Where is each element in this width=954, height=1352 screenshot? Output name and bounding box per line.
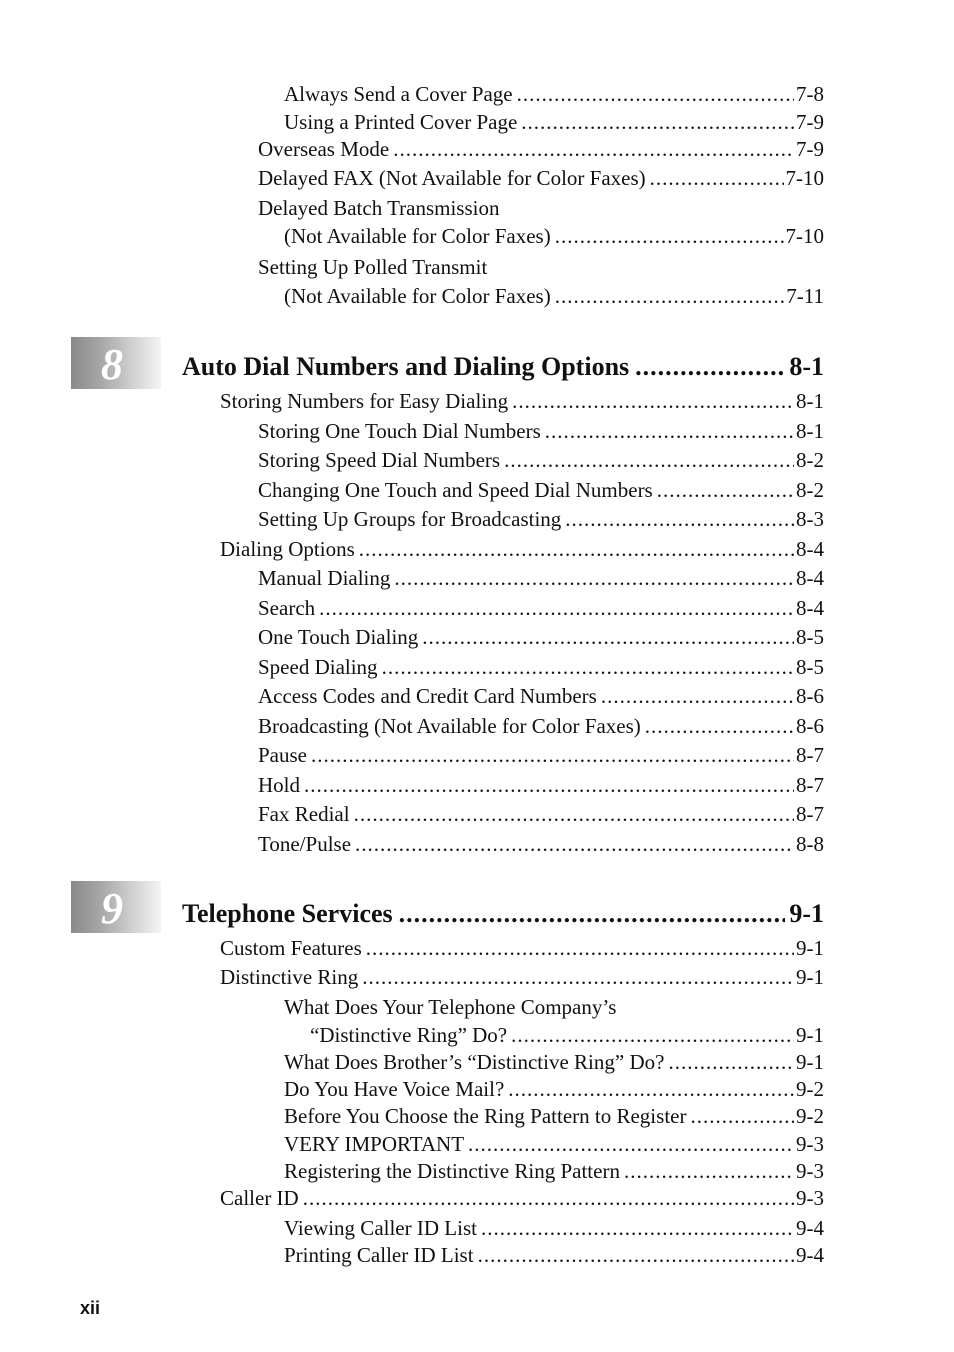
toc-entry [284,1077,824,1102]
toc-entry-title: Pause [258,743,307,767]
toc-entry [284,1216,824,1241]
leader-dots [690,1104,794,1129]
toc-entry-page: 8-5 [796,625,824,649]
toc-entry-title: What Does Your Telephone Company’s [284,995,617,1019]
toc-entry-page: 8-7 [796,802,824,826]
toc-entry [284,82,824,107]
toc-entry-title: (Not Available for Color Faxes) [284,284,551,308]
leader-dots [362,965,794,990]
toc-entry [220,1186,824,1211]
toc-entry-title: Always Send a Cover Page [284,82,513,106]
leader-dots [521,110,794,135]
toc-entry-page: 9-1 [796,1023,824,1047]
toc-entry-title: Search [258,596,316,620]
leader-dots [511,1023,794,1048]
leader-dots [624,1159,794,1184]
leader-dots [303,1186,794,1211]
toc-entry-title: Using a Printed Cover Page [284,110,518,134]
toc-entry [284,1159,824,1184]
toc-entry-page: 8-3 [796,507,824,531]
toc-entry [258,625,824,650]
toc-entry [284,284,824,309]
toc-entry-page: 9-3 [796,1159,824,1183]
toc-entry [258,137,824,162]
toc-entry-page: 9-1 [796,1050,824,1074]
toc-entry-title: Storing Speed Dial Numbers [258,448,501,472]
toc-entry [258,832,824,857]
chapter-number: 9 [101,884,123,933]
toc-entry-title: Hold [258,773,300,797]
toc-entry-title: Overseas Mode [258,137,390,161]
leader-dots [481,1216,794,1241]
toc-entry-page: 7-8 [796,82,824,106]
leader-dots [668,1050,794,1075]
toc-entry-title: Caller ID [220,1186,299,1210]
toc-entry [258,448,824,473]
leader-dots [355,832,794,857]
toc-entry-page: 7-11 [786,284,824,308]
toc-entry-page: 8-6 [796,684,824,708]
leader-dots [422,625,794,650]
toc-entry-title: Registering the Distinctive Ring Pattern [284,1159,620,1183]
toc-entry [258,773,824,798]
toc-entry [258,478,824,503]
toc-entry-title: Distinctive Ring [220,965,359,989]
toc-entry-page: 7-9 [796,137,824,161]
leader-dots [393,137,794,162]
toc-entry-page: 9-3 [796,1132,824,1156]
toc-entry-page: 8-2 [796,478,824,502]
toc-entry-page: 9-4 [796,1216,824,1240]
toc-entry-page: 9-1 [796,936,824,960]
leader-dots [504,448,794,473]
leader-dots [650,166,784,191]
toc-entry-title: Delayed FAX (Not Available for Color Faxes) [258,166,646,190]
leader-dots [382,655,794,680]
toc-entry [220,537,824,562]
toc-entry-page: 8-7 [796,773,824,797]
toc-entry-page: 7-10 [785,166,824,190]
toc-entry-title: Speed Dialing [258,655,378,679]
chapter-heading [182,899,824,929]
toc-entry-page: 8-4 [796,566,824,590]
toc-entry-page: 8-2 [796,448,824,472]
chapter-title: Auto Dial Numbers and Dialing Options [182,352,630,381]
toc-entry [284,995,824,1020]
toc-entry [310,1023,824,1048]
toc-entry [284,1132,824,1157]
leader-dots [359,537,794,562]
toc-entry [258,743,824,768]
toc-entry [258,684,824,709]
toc-entry [284,110,824,135]
toc-entry-title: Access Codes and Credit Card Numbers [258,684,597,708]
leader-dots [319,596,794,621]
toc-entry-title: Dialing Options [220,537,355,561]
chapter-tab [71,337,161,389]
toc-entry-title: What Does Brother’s “Distinctive Ring” Do? [284,1050,665,1074]
toc-entry [258,596,824,621]
chapter-page: 9-1 [789,899,824,928]
leader-dots [311,743,794,768]
toc-entry [284,1104,824,1129]
page-number: xii [80,1298,101,1318]
leader-dots [399,899,786,929]
toc-entry [258,196,824,221]
toc-entry-title: VERY IMPORTANT [284,1132,465,1156]
leader-dots [512,389,794,414]
toc-entry-page: 8-1 [796,419,824,443]
toc-entry [220,936,824,961]
toc-entry-page: 8-4 [796,596,824,620]
toc-entry-title: Do You Have Voice Mail? [284,1077,505,1101]
toc-entry-title: Fax Redial [258,802,350,826]
leader-dots [545,419,794,444]
leader-dots [366,936,794,961]
toc-entry-page: 9-1 [796,965,824,989]
toc-entry-title: Viewing Caller ID List [284,1216,477,1240]
toc-entry-page: 8-7 [796,743,824,767]
leader-dots [468,1132,794,1157]
leader-dots [508,1077,794,1102]
toc-entry [220,965,824,990]
toc-entry-page: 8-8 [796,832,824,856]
toc-entry-title: Changing One Touch and Speed Dial Numbers [258,478,653,502]
toc-entry-title: Setting Up Groups for Broadcasting [258,507,562,531]
toc-entry [220,389,824,414]
toc-entry-page: 9-3 [796,1186,824,1210]
leader-dots [565,507,794,532]
toc-entry-title: (Not Available for Color Faxes) [284,224,551,248]
leader-dots [478,1243,794,1268]
toc-entry-page: 7-9 [796,110,824,134]
leader-dots [304,773,794,798]
leader-dots [394,566,794,591]
toc-entry-page: 8-5 [796,655,824,679]
toc-entry [258,419,824,444]
leader-dots [601,684,794,709]
toc-entry-title: “Distinctive Ring” Do? [310,1023,508,1047]
toc-entry [258,566,824,591]
toc-entry-page: 9-2 [796,1104,824,1128]
toc-entry [258,714,824,739]
leader-dots [555,284,785,309]
leader-dots [645,714,794,739]
toc-entry [258,507,824,532]
chapter-title: Telephone Services [182,899,393,928]
toc-entry-title: One Touch Dialing [258,625,419,649]
toc-entry-title: Printing Caller ID List [284,1243,474,1267]
toc-entry-page: 7-10 [785,224,824,248]
toc-entry-title: Delayed Batch Transmission [258,196,500,220]
toc-entry [284,1050,824,1075]
chapter-heading [182,352,824,382]
toc-entry-page: 8-1 [796,389,824,413]
toc-entry-title: Broadcasting (Not Available for Color Faxes) [258,714,641,738]
toc-entry-title: Setting Up Polled Transmit [258,255,488,279]
toc-entry-page: 8-6 [796,714,824,738]
toc-entry-page: 9-4 [796,1243,824,1267]
toc-entry [258,166,824,191]
toc-entry-title: Custom Features [220,936,362,960]
toc-entry-title: Manual Dialing [258,566,391,590]
toc-entry [258,802,824,827]
leader-dots [635,352,785,382]
toc-entry-title: Storing One Touch Dial Numbers [258,419,541,443]
toc-entry [258,255,824,280]
toc-entry-page: 8-4 [796,537,824,561]
leader-dots [657,478,794,503]
leader-dots [354,802,794,827]
leader-dots [517,82,794,107]
toc-entry-title: Storing Numbers for Easy Dialing [220,389,509,413]
chapter-page: 8-1 [789,352,824,381]
toc-entry [284,224,824,249]
leader-dots [555,224,784,249]
toc-entry [258,655,824,680]
chapter-number: 8 [101,340,123,389]
toc-entry-title: Before You Choose the Ring Pattern to Register [284,1104,687,1128]
toc-entry [284,1243,824,1268]
toc-entry-page: 9-2 [796,1077,824,1101]
chapter-tab [71,881,161,933]
toc-entry-title: Tone/Pulse [258,832,352,856]
